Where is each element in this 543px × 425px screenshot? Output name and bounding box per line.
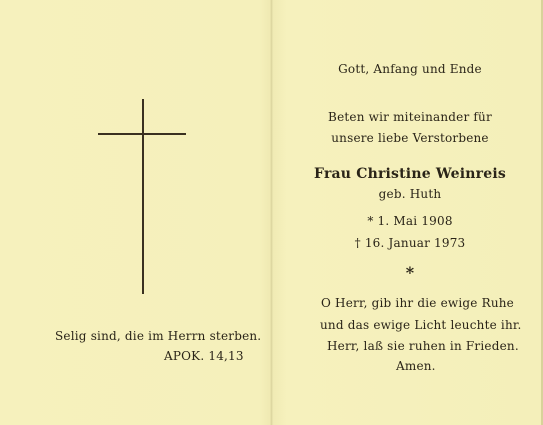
separator-star: * <box>405 263 415 282</box>
prayer-line-1: Beten wir miteinander für <box>328 110 492 124</box>
cross-icon-horizontal-bar <box>98 133 186 135</box>
heading: Gott, Anfang und Ende <box>338 62 482 76</box>
cross-icon-vertical-bar <box>142 99 144 294</box>
bible-verse: Selig sind, die im Herrn sterben. <box>55 329 262 343</box>
deceased-name: Frau Christine Weinreis <box>314 166 506 182</box>
closing-line-2: und das ewige Licht leuchte ihr. <box>320 318 522 332</box>
closing-line-4: Amen. <box>396 359 436 373</box>
bible-reference: APOK. 14,13 <box>164 349 244 363</box>
closing-line-1: O Herr, gib ihr die ewige Ruhe <box>321 296 514 310</box>
prayer-line-2: unsere liebe Verstorbene <box>331 131 489 145</box>
death-date: † 16. Januar 1973 <box>354 236 466 250</box>
closing-line-3: Herr, laß sie ruhen in Frieden. <box>327 339 519 353</box>
birth-date: * 1. Mai 1908 <box>367 214 453 228</box>
maiden-name: geb. Huth <box>378 187 442 201</box>
card-fold <box>270 0 273 425</box>
